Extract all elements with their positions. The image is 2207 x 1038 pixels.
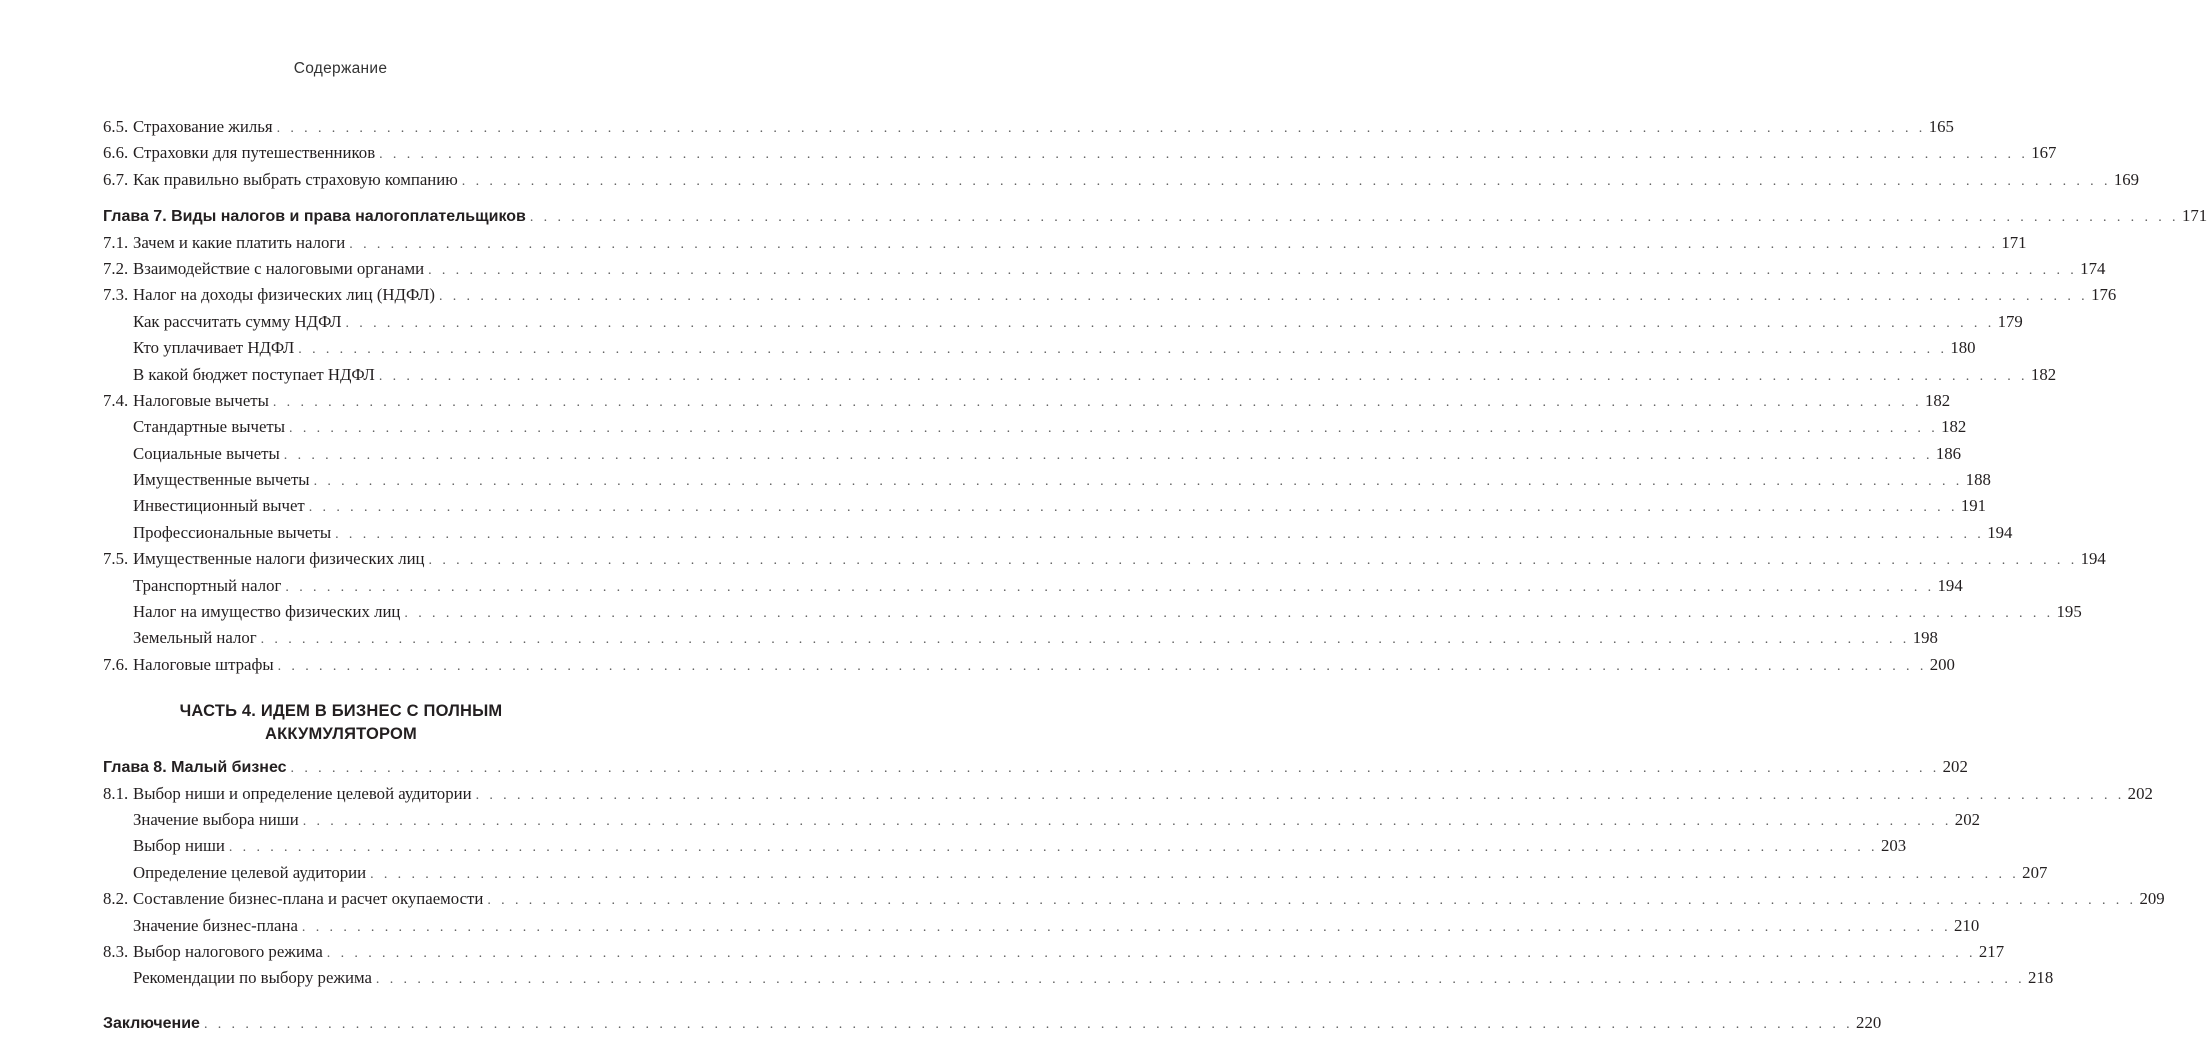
- entry-title: Страховки для путешественников: [133, 143, 376, 163]
- part-heading-line: АККУМУЛЯТОРОМ: [264, 725, 418, 744]
- entry-number: 8.3.: [103, 941, 129, 961]
- toc-entry: [103, 467, 1991, 493]
- toc-chapter-7: [103, 203, 2207, 229]
- page-number: 207: [2022, 862, 2048, 882]
- chapter-title: Заключение: [103, 1014, 200, 1032]
- entry-title: Выбор ниши: [133, 836, 225, 856]
- toc-entry: [103, 230, 2027, 256]
- dot-leader: . . . . . . . . . . . . . . . . . . . . . . . . . . . . . . . . . . . . . . . . . . . . . . . . . . . . . . . . . . . . . . . . . . . . . . . . . . . . . . . . . . . . . . . . . . . . . . . . . . . . . . . . . . . . . . . . . . . . . . . .: [349, 236, 1999, 252]
- entry-title: Налог на доходы физических лиц (НДФЛ): [133, 285, 435, 305]
- toc-entry: [103, 652, 1955, 678]
- toc-section-8: [103, 781, 2165, 992]
- dot-leader: . . . . . . . . . . . . . . . . . . . . . . . . . . . . . . . . . . . . . . . . . . . . . . . . . . . . . . . . . . . . . . . . . . . . . . . . . . . . . . . . . . . . . . . . . . . . . . . . . . . . . . . . . . . . . . . . . . . . . . . .: [276, 121, 1926, 136]
- page-number: 218: [2028, 968, 2054, 988]
- dot-leader: . . . . . . . . . . . . . . . . . . . . . . . . . . . . . . . . . . . . . . . . . . . . . . . . . . . . . . . . . . . . . . . . . . . . . . . . . . . . . . . . . . . . . . . . . . . . . . . . . . . . . . . . . . . . . . . . . . . . . . . .: [272, 394, 1922, 410]
- page-number: 186: [1935, 443, 1962, 463]
- chapter-title: Глава 7. Виды налогов и права налогоплательщиков: [103, 208, 526, 226]
- dot-leader: . . . . . . . . . . . . . . . . . . . . . . . . . . . . . . . . . . . . . . . . . . . . . . . . . . . . . . . . . . . . . . . . . . . . . . . . . . . . . . . . . . . . . . . . . . . . . . . . . . . . . . . . . . . . . . . . . . . . . . . .: [277, 658, 1927, 674]
- toc-section-6: [103, 114, 2140, 193]
- toc-entry: [103, 414, 1967, 440]
- entry-number: 7.1.: [103, 232, 129, 252]
- entry-title: Инвестиционный вычет: [133, 496, 305, 516]
- toc-entry: [103, 256, 2106, 282]
- page-number: 182: [1924, 390, 1951, 410]
- dot-leader: . . . . . . . . . . . . . . . . . . . . . . . . . . . . . . . . . . . . . . . . . . . . . . . . . . . . . . . . . . . . . . . . . . . . . . . . . . . . . . . . . . . . . . . . . . . . . . . . . . . . . . . . . . . . . . . . . . . . . . . .: [438, 289, 2089, 305]
- entry-title: Профессиональные вычеты: [133, 522, 332, 542]
- entry-title: Выбор налогового режима: [133, 941, 323, 961]
- entry-title: Страхование жилья: [133, 117, 273, 136]
- entry-title: Социальные вычеты: [133, 443, 280, 463]
- chapter-title: Глава 8. Малый бизнес: [103, 759, 287, 777]
- page-number: 174: [2080, 258, 2106, 278]
- dot-leader: . . . . . . . . . . . . . . . . . . . . . . . . . . . . . . . . . . . . . . . . . . . . . . . . . . . . . . . . . . . . . . . . . . . . . . . . . . . . . . . . . . . . . . . . . . . . . . . . . . . . . . . . . . . . . . . . . . . . . . . .: [428, 553, 2078, 569]
- dot-leader: . . . . . . . . . . . . . . . . . . . . . . . . . . . . . . . . . . . . . . . . . . . . . . . . . . . . . . . . . . . . . . . . . . . . . . . . . . . . . . . . . . . . . . . . . . . . . . . . . . . . . . . . . . . . . . . . . . . . . . . .: [461, 173, 2111, 189]
- entry-title: Имущественные налоги физических лиц: [133, 549, 425, 569]
- page-number: 202: [2127, 783, 2153, 803]
- toc-entry: [103, 833, 1907, 859]
- page-number: 171: [2001, 232, 2027, 252]
- page-number: 169: [2113, 169, 2140, 189]
- page-number: 194: [2080, 549, 2106, 569]
- table-of-contents: [103, 114, 2207, 1036]
- entry-number: 6.5.: [103, 117, 129, 136]
- dot-leader: . . . . . . . . . . . . . . . . . . . . . . . . . . . . . . . . . . . . . . . . . . . . . . . . . . . . . . . . . . . . . . . . . . . . . . . . . . . . . . . . . . . . . . . . . . . . . . . . . . . . . . . . . . . . . . . . . . . . . . . .: [529, 210, 2179, 226]
- dot-leader: . . . . . . . . . . . . . . . . . . . . . . . . . . . . . . . . . . . . . . . . . . . . . . . . . . . . . . . . . . . . . . . . . . . . . . . . . . . . . . . . . . . . . . . . . . . . . . . . . . . . . . . . . . . . . . . . . . . . . . . .: [475, 787, 2125, 803]
- entry-number: 8.2.: [103, 889, 129, 909]
- dot-leader: . . . . . . . . . . . . . . . . . . . . . . . . . . . . . . . . . . . . . . . . . . . . . . . . . . . . . . . . . . . . . . . . . . . . . . . . . . . . . . . . . . . . . . . . . . . . . . . . . . . . . . . . . . . . . . . . . . . . . . . .: [298, 342, 1948, 358]
- entry-title: Налог на имущество физических лиц: [133, 602, 401, 622]
- page-number: 217: [1978, 941, 2005, 961]
- toc-entry: [103, 939, 2005, 965]
- toc-conclusion: [103, 1010, 1882, 1036]
- entry-title: Как правильно выбрать страховую компанию: [133, 169, 458, 189]
- toc-section-7: [103, 230, 2117, 679]
- dot-leader: . . . . . . . . . . . . . . . . . . . . . . . . . . . . . . . . . . . . . . . . . . . . . . . . . . . . . . . . . . . . . . . . . . . . . . . . . . . . . . . . . . . . . . . . . . . . . . . . . . . . . . . . . . . . . . . . . . . . . . . .: [290, 761, 1940, 777]
- dot-leader: . . . . . . . . . . . . . . . . . . . . . . . . . . . . . . . . . . . . . . . . . . . . . . . . . . . . . . . . . . . . . . . . . . . . . . . . . . . . . . . . . . . . . . . . . . . . . . . . . . . . . . . . . . . . . . . . . . . . . . . .: [260, 632, 1910, 648]
- toc-entry: [103, 913, 1980, 939]
- page-number: 191: [1960, 496, 1987, 516]
- page-number: 209: [2139, 889, 2165, 909]
- toc-entry: [103, 807, 1980, 833]
- dot-leader: . . . . . . . . . . . . . . . . . . . . . . . . . . . . . . . . . . . . . . . . . . . . . . . . . . . . . . . . . . . . . . . . . . . . . . . . . . . . . . . . . . . . . . . . . . . . . . . . . . . . . . . . . . . . . . . . . . . . . . . .: [313, 474, 1963, 490]
- running-head: Содержание: [293, 60, 388, 77]
- toc-entry: [103, 493, 1987, 519]
- toc-entry: [103, 140, 2057, 166]
- entry-title: Имущественные вычеты: [133, 470, 310, 490]
- entry-number: 6.6.: [103, 143, 129, 163]
- entry-number: 7.5.: [103, 549, 129, 569]
- entry-title: Определение целевой аудитории: [133, 862, 367, 882]
- toc-entry: [103, 388, 1951, 414]
- toc-entry: [103, 335, 1976, 361]
- dot-leader: . . . . . . . . . . . . . . . . . . . . . . . . . . . . . . . . . . . . . . . . . . . . . . . . . . . . . . . . . . . . . . . . . . . . . . . . . . . . . . . . . . . . . . . . . . . . . . . . . . . . . . . . . . . . . . . . . . . . . . . .: [283, 447, 1933, 463]
- toc-entry: [103, 965, 2054, 991]
- entry-title: Взаимодействие с налоговыми органами: [133, 258, 425, 278]
- page-number: 182: [1941, 417, 1967, 437]
- entry-title: Налоговые вычеты: [133, 390, 269, 410]
- dot-leader: . . . . . . . . . . . . . . . . . . . . . . . . . . . . . . . . . . . . . . . . . . . . . . . . . . . . . . . . . . . . . . . . . . . . . . . . . . . . . . . . . . . . . . . . . . . . . . . . . . . . . . . . . . . . . . . . . . . . . . . .: [428, 262, 2078, 278]
- toc-entry: [103, 441, 1962, 467]
- entry-number: 7.6.: [103, 654, 129, 674]
- dot-leader: . . . . . . . . . . . . . . . . . . . . . . . . . . . . . . . . . . . . . . . . . . . . . . . . . . . . . . . . . . . . . . . . . . . . . . . . . . . . . . . . . . . . . . . . . . . . . . . . . . . . . . . . . . . . . . . . . . . . . . . .: [345, 315, 1995, 331]
- dot-leader: . . . . . . . . . . . . . . . . . . . . . . . . . . . . . . . . . . . . . . . . . . . . . . . . . . . . . . . . . . . . . . . . . . . . . . . . . . . . . . . . . . . . . . . . . . . . . . . . . . . . . . . . . . . . . . . . . . . . . . . .: [375, 972, 2026, 988]
- entry-title: Рекомендации по выбору режима: [133, 968, 372, 988]
- entry-title: Значение бизнес-плана: [133, 915, 298, 935]
- page-number: 188: [1965, 470, 1991, 490]
- entry-title: Как рассчитать сумму НДФЛ: [133, 311, 342, 331]
- dot-leader: . . . . . . . . . . . . . . . . . . . . . . . . . . . . . . . . . . . . . . . . . . . . . . . . . . . . . . . . . . . . . . . . . . . . . . . . . . . . . . . . . . . . . . . . . . . . . . . . . . . . . . . . . . . . . . . . . . . . . . . .: [308, 500, 1958, 516]
- page-number: 194: [1937, 575, 1963, 595]
- entry-number: 7.2.: [103, 258, 129, 278]
- toc-entry: [103, 625, 1938, 651]
- entry-title: Земельный налог: [133, 628, 257, 648]
- toc-chapter-8: [103, 754, 1968, 780]
- toc-entry: [103, 886, 2165, 912]
- entry-title: Зачем и какие платить налоги: [133, 232, 346, 252]
- toc-entry: [103, 362, 2057, 388]
- dot-leader: . . . . . . . . . . . . . . . . . . . . . . . . . . . . . . . . . . . . . . . . . . . . . . . . . . . . . . . . . . . . . . . . . . . . . . . . . . . . . . . . . . . . . . . . . . . . . . . . . . . . . . . . . . . . . . . . . . . . . . . .: [379, 147, 2029, 163]
- entry-title: Кто уплачивает НДФЛ: [133, 338, 295, 358]
- toc-entry: [103, 167, 2140, 193]
- entry-number: 7.4.: [103, 390, 129, 410]
- dot-leader: . . . . . . . . . . . . . . . . . . . . . . . . . . . . . . . . . . . . . . . . . . . . . . . . . . . . . . . . . . . . . . . . . . . . . . . . . . . . . . . . . . . . . . . . . . . . . . . . . . . . . . . . . . . . . . . . . . . . . . . .: [302, 813, 1952, 829]
- toc-entry: [103, 546, 2106, 572]
- page-number: 180: [1950, 338, 1976, 358]
- dot-leader: . . . . . . . . . . . . . . . . . . . . . . . . . . . . . . . . . . . . . . . . . . . . . . . . . . . . . . . . . . . . . . . . . . . . . . . . . . . . . . . . . . . . . . . . . . . . . . . . . . . . . . . . . . . . . . . . . . . . . . . .: [378, 368, 2028, 384]
- toc-entry: [103, 520, 2013, 546]
- dot-leader: . . . . . . . . . . . . . . . . . . . . . . . . . . . . . . . . . . . . . . . . . . . . . . . . . . . . . . . . . . . . . . . . . . . . . . . . . . . . . . . . . . . . . . . . . . . . . . . . . . . . . . . . . . . . . . . . . . . . . . . .: [404, 606, 2054, 622]
- page-number: 195: [2056, 602, 2082, 622]
- toc-entry: [103, 781, 2153, 807]
- entry-title: Значение выбора ниши: [133, 809, 299, 829]
- entry-title: Налоговые штрафы: [133, 654, 274, 674]
- page-number: 203: [1880, 836, 1907, 856]
- toc-entry: [103, 309, 2023, 335]
- part-heading: [103, 700, 579, 746]
- page-number: 200: [1929, 654, 1955, 674]
- entry-title: В какой бюджет поступает НДФЛ: [133, 364, 375, 384]
- dot-leader: . . . . . . . . . . . . . . . . . . . . . . . . . . . . . . . . . . . . . . . . . . . . . . . . . . . . . . . . . . . . . . . . . . . . . . . . . . . . . . . . . . . . . . . . . . . . . . . . . . . . . . . . . . . . . . . . . . . . . . . .: [285, 579, 1935, 595]
- toc-entry: [103, 860, 2048, 886]
- page-number: 165: [1928, 117, 1954, 136]
- entry-title: Стандартные вычеты: [133, 417, 286, 437]
- page-number: 194: [1987, 522, 2013, 542]
- page-number: 167: [2031, 143, 2057, 163]
- dot-leader: . . . . . . . . . . . . . . . . . . . . . . . . . . . . . . . . . . . . . . . . . . . . . . . . . . . . . . . . . . . . . . . . . . . . . . . . . . . . . . . . . . . . . . . . . . . . . . . . . . . . . . . . . . . . . . . . . . . . . . . .: [487, 893, 2137, 909]
- entry-number: 7.3.: [103, 285, 129, 305]
- toc-entry: [103, 573, 1963, 599]
- dot-leader: . . . . . . . . . . . . . . . . . . . . . . . . . . . . . . . . . . . . . . . . . . . . . . . . . . . . . . . . . . . . . . . . . . . . . . . . . . . . . . . . . . . . . . . . . . . . . . . . . . . . . . . . . . . . . . . . . . . . . . . .: [203, 1016, 1854, 1032]
- toc-entry: [103, 599, 2082, 625]
- page-number: 176: [2091, 285, 2117, 305]
- toc-entry: [103, 114, 1954, 140]
- part-heading-line: ЧАСТЬ 4. ИДЕМ В БИЗНЕС С ПОЛНЫМ: [179, 702, 503, 721]
- page-number: 179: [1997, 311, 2023, 331]
- page-number: 182: [2030, 364, 2057, 384]
- entry-title: Транспортный налог: [133, 575, 282, 595]
- page-number: 202: [1954, 809, 1980, 829]
- toc-entry: [103, 282, 2117, 308]
- entry-title: Составление бизнес-плана и расчет окупаемости: [133, 889, 484, 909]
- page-number: 210: [1954, 915, 1980, 935]
- page-number: 198: [1912, 628, 1938, 648]
- entry-number: 8.1.: [103, 783, 129, 803]
- entry-number: 6.7.: [103, 169, 129, 189]
- dot-leader: . . . . . . . . . . . . . . . . . . . . . . . . . . . . . . . . . . . . . . . . . . . . . . . . . . . . . . . . . . . . . . . . . . . . . . . . . . . . . . . . . . . . . . . . . . . . . . . . . . . . . . . . . . . . . . . . . . . . . . . .: [228, 840, 1878, 856]
- dot-leader: . . . . . . . . . . . . . . . . . . . . . . . . . . . . . . . . . . . . . . . . . . . . . . . . . . . . . . . . . . . . . . . . . . . . . . . . . . . . . . . . . . . . . . . . . . . . . . . . . . . . . . . . . . . . . . . . . . . . . . . .: [370, 866, 2020, 882]
- entry-title: Выбор ниши и определение целевой аудитории: [133, 783, 472, 803]
- dot-leader: . . . . . . . . . . . . . . . . . . . . . . . . . . . . . . . . . . . . . . . . . . . . . . . . . . . . . . . . . . . . . . . . . . . . . . . . . . . . . . . . . . . . . . . . . . . . . . . . . . . . . . . . . . . . . . . . . . . . . . . .: [301, 919, 1952, 935]
- dot-leader: . . . . . . . . . . . . . . . . . . . . . . . . . . . . . . . . . . . . . . . . . . . . . . . . . . . . . . . . . . . . . . . . . . . . . . . . . . . . . . . . . . . . . . . . . . . . . . . . . . . . . . . . . . . . . . . . . . . . . . . .: [335, 526, 1985, 542]
- page-number: 171: [2181, 206, 2207, 226]
- page-number: 202: [1942, 757, 1968, 777]
- dot-leader: . . . . . . . . . . . . . . . . . . . . . . . . . . . . . . . . . . . . . . . . . . . . . . . . . . . . . . . . . . . . . . . . . . . . . . . . . . . . . . . . . . . . . . . . . . . . . . . . . . . . . . . . . . . . . . . . . . . . . . . .: [289, 421, 1939, 437]
- page-number: 220: [1856, 1012, 1882, 1032]
- dot-leader: . . . . . . . . . . . . . . . . . . . . . . . . . . . . . . . . . . . . . . . . . . . . . . . . . . . . . . . . . . . . . . . . . . . . . . . . . . . . . . . . . . . . . . . . . . . . . . . . . . . . . . . . . . . . . . . . . . . . . . . .: [326, 945, 1976, 961]
